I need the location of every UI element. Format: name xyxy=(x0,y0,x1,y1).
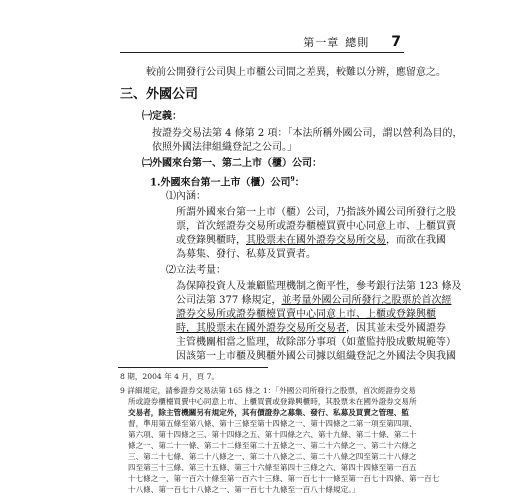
body-line xyxy=(176,234,446,248)
footnote-line: 四至第三十三條、第三十五條、第三十六條至第四十三條之六、第四十四條至第一百五 xyxy=(128,463,417,472)
underlined-text: 並考量外國公司所發行之股票於首次經 xyxy=(281,295,452,306)
subsection-heading: ㈡外國來台第一、第二上市（櫃）公司： xyxy=(142,158,322,169)
chapter-title: 總則 xyxy=(345,36,370,49)
clause-heading: ⑴內涵： xyxy=(166,191,206,202)
body-line: 為募集、發行、私募及買賣者。 xyxy=(176,249,316,260)
body-line: 為保障投資人及兼顧監理機制之衡平性，參考銀行法第 123 條及 xyxy=(176,281,462,292)
body-line: 主管機關相當之監理，故除部分事項（如董監持股成數規範等） xyxy=(176,337,456,348)
running-header xyxy=(303,34,402,50)
body-line xyxy=(176,322,446,336)
item-heading-colon: ： xyxy=(294,177,305,189)
footnote-line: 第六項、第十四條之三、第十四條之五、第十四條之六、第十九條、第二十條、第二十 xyxy=(128,430,417,439)
footnote-line: 三、第二十七條、第二十八條之一、第二十八條之二、第二十八條之四至第二十八條之 xyxy=(128,452,417,461)
text-run: ，因其並未受外國證券 xyxy=(346,323,446,334)
chapter-label: 第一章 xyxy=(303,36,340,49)
body-line: 因該第一上市櫃及興櫃外國公司據以組織登記之外國法令與我國 xyxy=(176,351,456,362)
footnote-line: 十八條、第一百七十八條之一、第一百七十九條至一百八十條規定。」 xyxy=(128,485,360,494)
footnote-marker: 9 xyxy=(290,176,295,183)
footnote-line: 交易者，除主管機關另有規定外，其有價證券之募集、發行、私募及買賣之管理、監 xyxy=(128,408,409,417)
item-heading-text: 1.外國來台第一上市（櫃）公司 xyxy=(150,177,291,189)
page-number: 7 xyxy=(391,34,402,50)
body-line xyxy=(176,294,451,308)
footnote-8: 8 期，2004 年 4 月，頁 7。 xyxy=(120,372,220,381)
body-line: 按證券交易法第 4 條第 2 項：「本法所稱外國公司，謂以營利為目的， xyxy=(152,128,463,139)
clause-heading: ⑵立法考量： xyxy=(166,265,226,276)
item-heading xyxy=(150,173,305,190)
text-run: ，而欲在我國 xyxy=(386,235,446,246)
footnote-line: 所或證券櫃檯買賣中心同意上市、上櫃買賣或登錄興櫃時，其股票未在國外證券交易所 xyxy=(128,397,417,406)
underlined-line: 證券交易所或證券櫃檯買賣中心同意上市、上櫃或登錄興櫃 xyxy=(176,309,436,320)
footnote-9: 9 詳細規定，請參證券交易法第 165 條之 1：「外國公司所發行之股票，首次經證券交易 xyxy=(120,386,416,395)
footnote-line: 條之一、第二十一條、第二十二條至第二十五條之一、第二十六條之一、第二十六條之 xyxy=(128,441,417,450)
text-run: 或登錄興櫃時， xyxy=(176,235,246,246)
text-run: 公司法第 377 條規定， xyxy=(176,295,282,306)
body-line: 票，首次經證券交易所或證券櫃檯買賣中心同意上市、上櫃買賣 xyxy=(176,221,456,232)
header-rule xyxy=(120,52,404,53)
footnote-rule xyxy=(118,367,268,368)
footnote-line: 督，準用第五條至第八條、第十三條至第十四條之一、第十四條之二第一項至第四項、 xyxy=(128,419,417,428)
body-line: 較前公開發行公司與上市櫃公司間之差異，較難以分辨，應留意之。 xyxy=(146,67,446,78)
underlined-text: 時，其股票未在國外證券交易所交易者 xyxy=(176,323,346,334)
subsection-heading: ㈠定義： xyxy=(142,111,182,122)
body-line: 依照外國法律組織登記之公司。」 xyxy=(152,142,297,153)
section-heading: 三、外國公司 xyxy=(120,87,199,102)
underlined-text: 其股票未在國外證券交易所交易 xyxy=(246,235,386,246)
body-line: 所謂外國來台第一上市（櫃）公司，乃指該外國公司所發行之股 xyxy=(176,207,456,218)
footnote-line: 十七條之一、第一百六十條至第一百六十三條、第一百七十一條至第一百七十四條、第一百七 xyxy=(128,474,440,483)
